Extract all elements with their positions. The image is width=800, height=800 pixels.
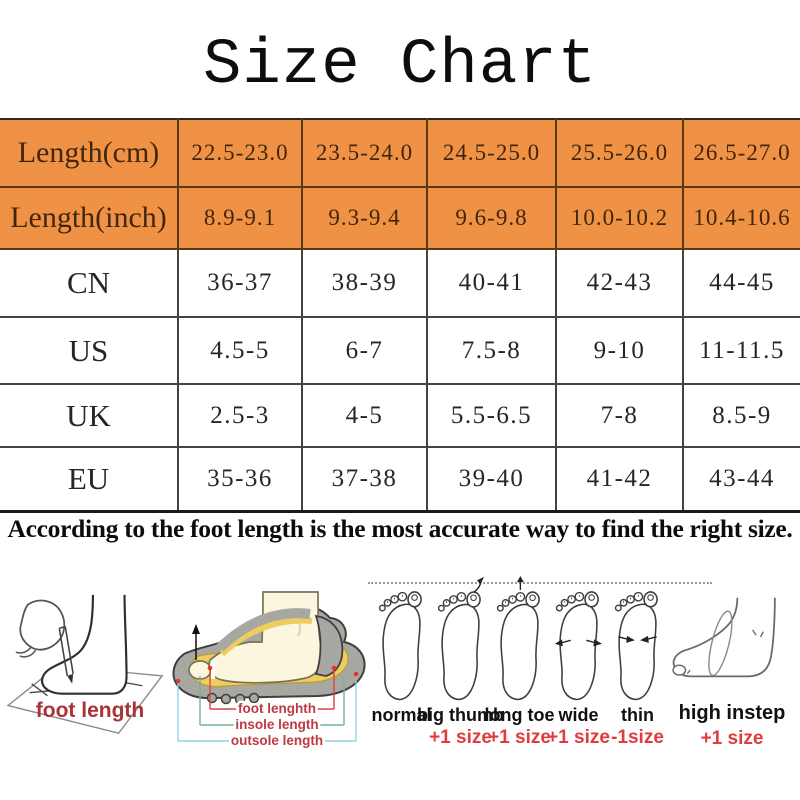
foot-length-label: foot length — [35, 699, 145, 722]
foot-type-wide — [549, 568, 608, 749]
foot-outline-icon — [491, 576, 548, 703]
shoe-measure-label-outsole: outsole length — [230, 733, 324, 748]
size-value-cell: 10.4-10.6 — [683, 187, 800, 249]
page-title: Size Chart — [202, 30, 598, 102]
size-chart-table — [0, 118, 800, 513]
shoe-measure-label-insole: insole length — [235, 717, 319, 732]
size-value-cell: 23.5-24.0 — [302, 119, 427, 187]
shoe-measure-label-foot: foot lenghth — [238, 701, 316, 716]
row-label-cell: EU — [0, 447, 178, 511]
foot-type-label: high instep — [678, 702, 786, 724]
foot-type-label: thin — [621, 705, 654, 725]
size-value-cell: 36-37 — [178, 249, 302, 317]
table-row-uk — [0, 384, 800, 447]
high-instep-icon — [666, 596, 798, 696]
row-label-cell: UK — [0, 384, 178, 447]
size-value-cell: 2.5-3 — [178, 384, 302, 447]
table-row-length-cm — [0, 119, 800, 187]
size-adjustment-label: +1 size — [700, 728, 764, 749]
size-value-cell: 43-44 — [683, 447, 800, 511]
foot-type-label: big thumb — [417, 705, 504, 725]
size-value-cell: 40-41 — [427, 249, 556, 317]
size-value-cell: 9.3-9.4 — [302, 187, 427, 249]
size-adjustment-label: +1 size — [429, 727, 492, 748]
size-value-cell: 7-8 — [556, 384, 683, 447]
foot-type-label: wide — [558, 705, 599, 725]
row-label-cell: Length(cm) — [0, 119, 178, 187]
table-row-length-inch — [0, 187, 800, 249]
table-row-cn — [0, 249, 800, 317]
row-label-cell: CN — [0, 249, 178, 317]
size-value-cell: 7.5-8 — [427, 317, 556, 384]
size-value-cell: 9.6-9.8 — [427, 187, 556, 249]
size-value-cell: 9-10 — [556, 317, 683, 384]
size-value-cell: 42-43 — [556, 249, 683, 317]
size-value-cell: 38-39 — [302, 249, 427, 317]
size-value-cell: 4-5 — [302, 384, 427, 447]
shoe-section-icon — [168, 584, 390, 764]
size-value-cell: 4.5-5 — [178, 317, 302, 384]
size-value-cell: 37-38 — [302, 447, 427, 511]
table-row-eu — [0, 447, 800, 511]
size-value-cell: 35-36 — [178, 447, 302, 511]
foot-outline-icon — [432, 576, 489, 703]
row-label-cell: US — [0, 317, 178, 384]
foot-types-row — [372, 568, 672, 749]
size-value-cell: 8.5-9 — [683, 384, 800, 447]
size-value-cell: 26.5-27.0 — [683, 119, 800, 187]
foot-outline-icon — [550, 588, 607, 703]
size-value-cell: 25.5-26.0 — [556, 119, 683, 187]
foot-outline-icon — [609, 588, 666, 703]
shoe-section-illustration — [168, 584, 390, 769]
row-label-cell: Length(inch) — [0, 187, 178, 249]
foot-outline-icon — [373, 588, 430, 703]
foot-type-label: normal — [371, 705, 432, 725]
size-value-cell: 11-11.5 — [683, 317, 800, 384]
size-value-cell: 5.5-6.5 — [427, 384, 556, 447]
note-text: According to the foot length is the most accurate way to find the right size. — [7, 514, 793, 543]
size-value-cell: 39-40 — [427, 447, 556, 511]
foot-type-thin — [608, 568, 667, 749]
foot-type-big-thumb — [417, 568, 504, 749]
size-adjustment-label: -1size — [611, 727, 664, 748]
foot-type-long-toe — [484, 568, 555, 749]
size-value-cell: 41-42 — [556, 447, 683, 511]
foot-type-label: long toe — [484, 705, 555, 725]
size-value-cell: 10.0-10.2 — [556, 187, 683, 249]
size-value-cell: 8.9-9.1 — [178, 187, 302, 249]
size-value-cell: 6-7 — [302, 317, 427, 384]
size-value-cell: 22.5-23.0 — [178, 119, 302, 187]
size-adjustment-label: +1 size — [547, 727, 610, 748]
table-row-us — [0, 317, 800, 384]
foot-type-high-instep — [664, 568, 800, 750]
size-adjustment-label: +1 size — [488, 727, 551, 748]
size-value-cell: 24.5-25.0 — [427, 119, 556, 187]
size-value-cell: 44-45 — [683, 249, 800, 317]
